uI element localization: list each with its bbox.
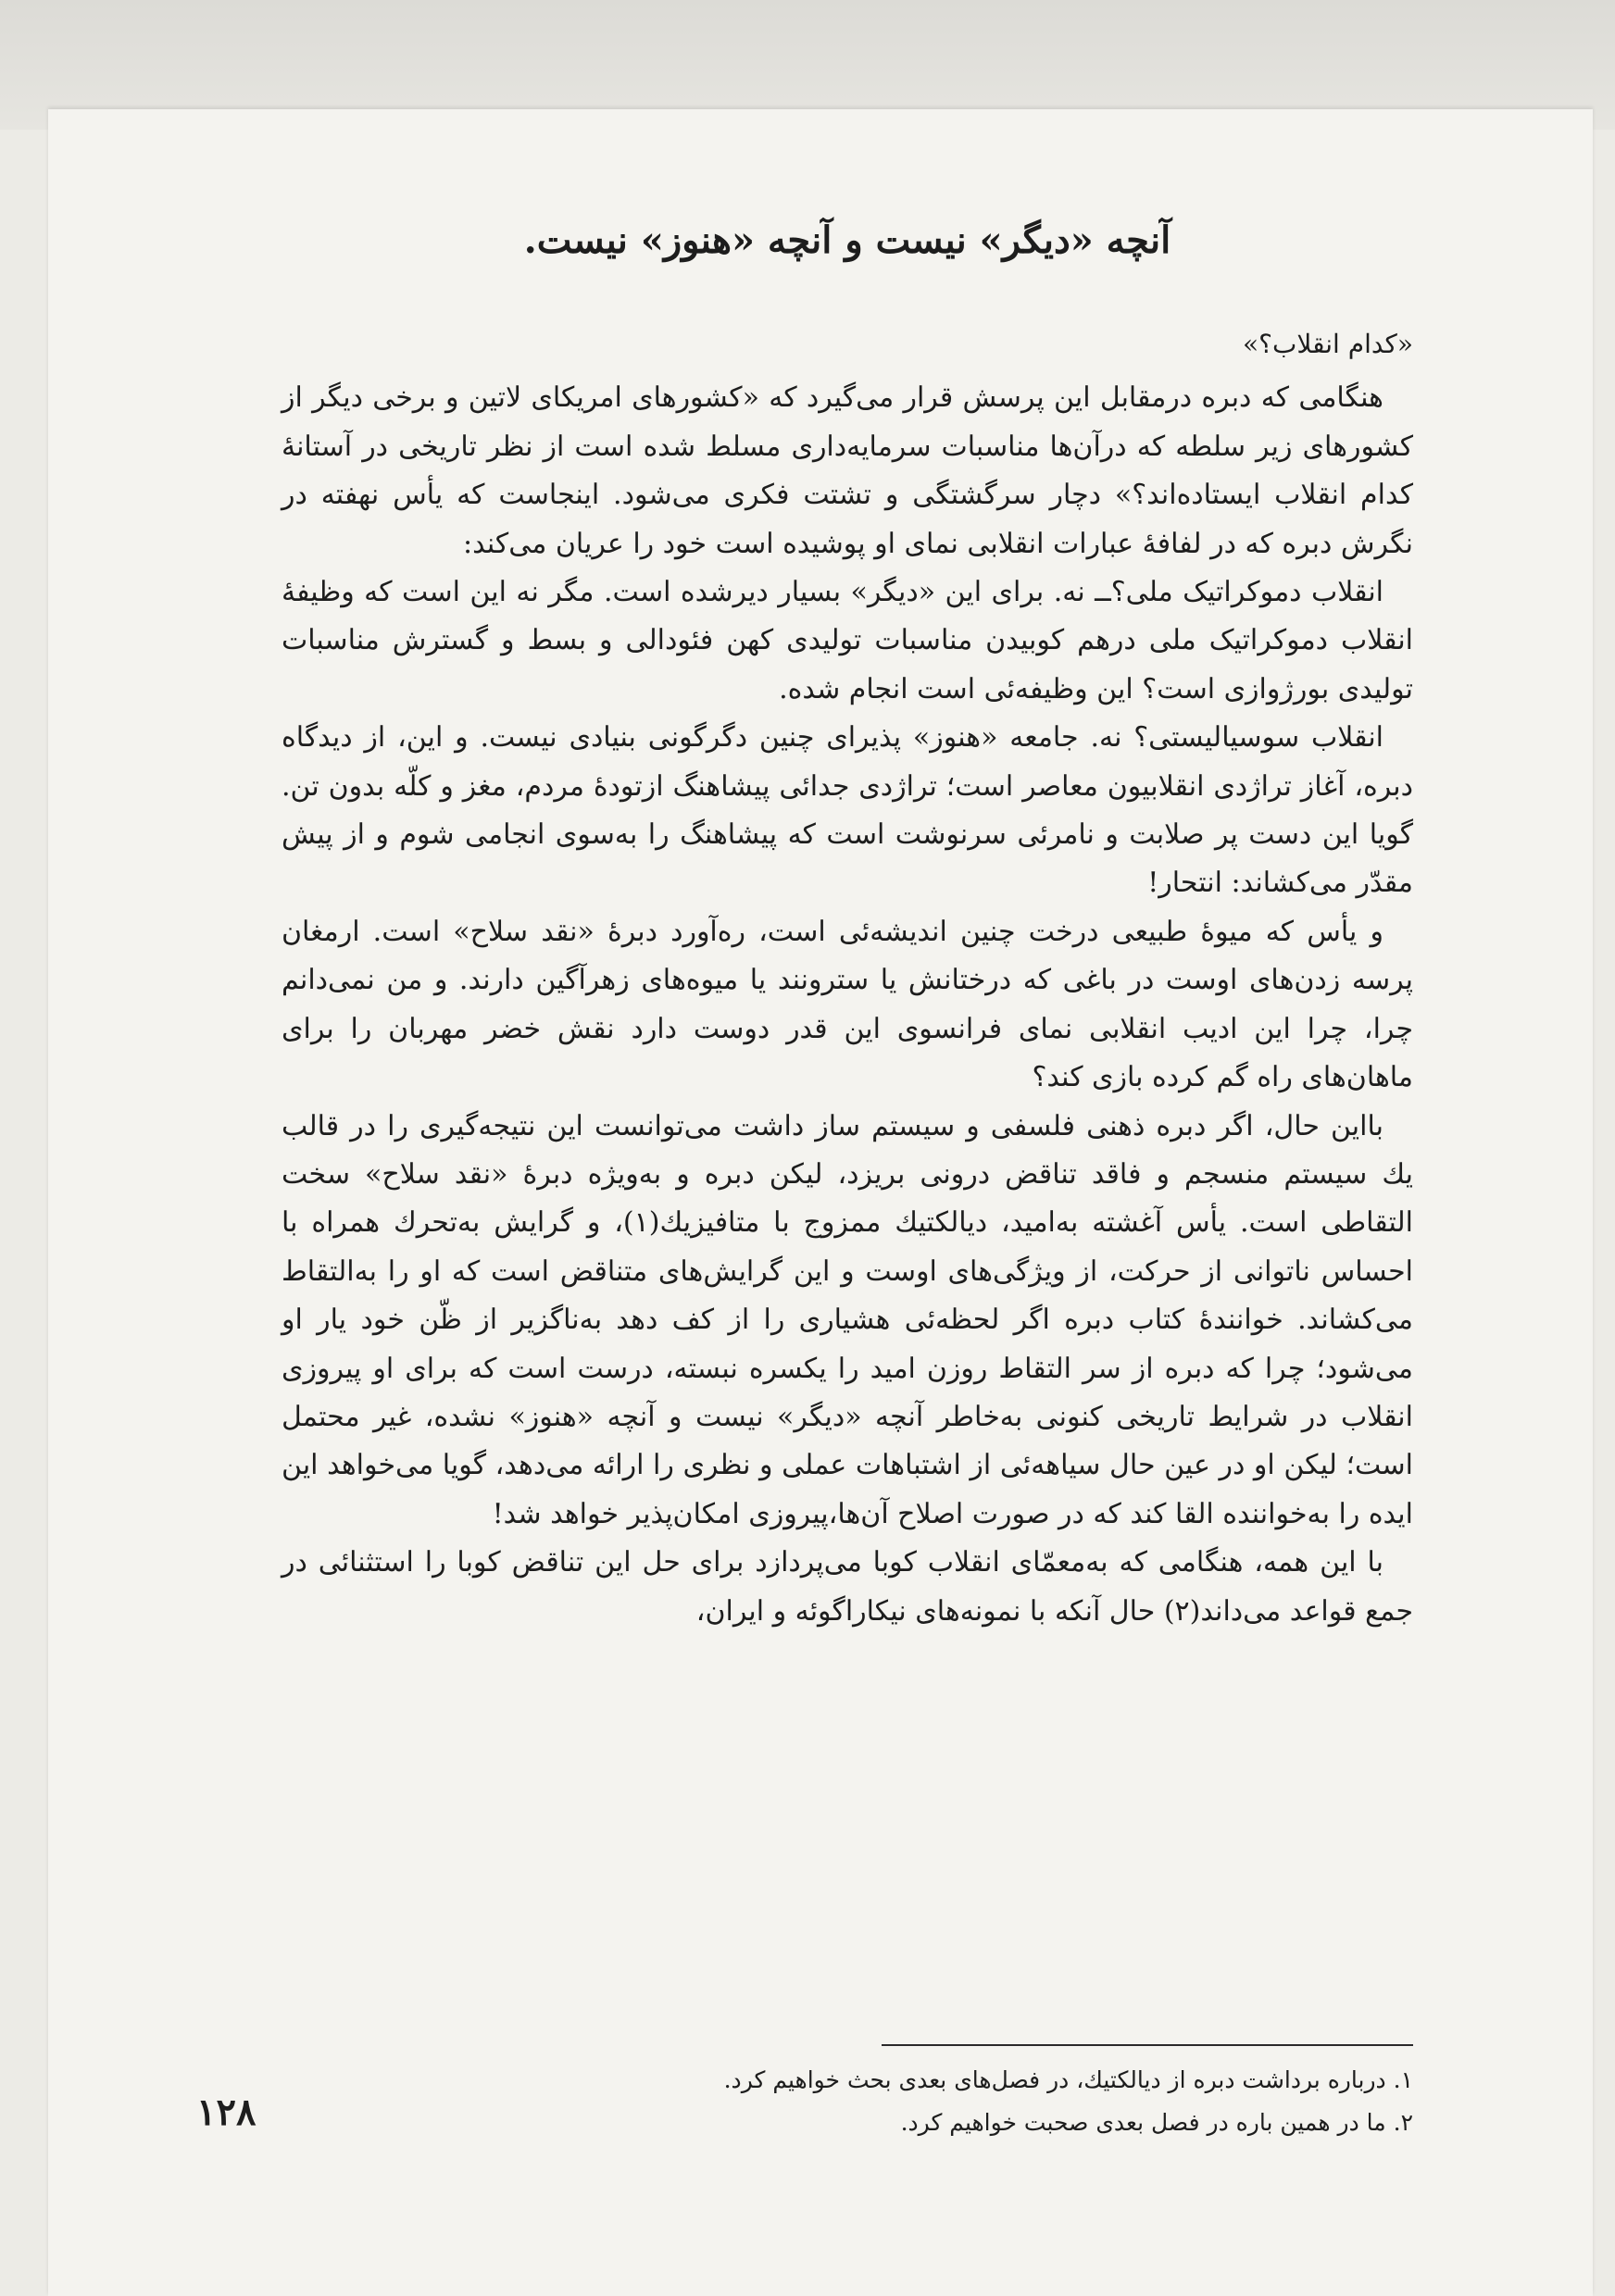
footnote: ۱. درباره برداشت دبره از دیالکتیك، در فصل‌های بعدی بحث خواهیم کرد. — [723, 2066, 1413, 2093]
chapter-title: آنچه «دیگر» نیست و آنچه «هنوز» نیست. — [523, 218, 1171, 262]
book-page — [48, 109, 1593, 2296]
body-text — [282, 320, 1413, 1636]
paragraph: بااین حال، اگر دبره ذهنی فلسفی و سیستم ساز داشت می‌توانست این نتیجه‌گیری را در قالب یك سیستم منسجم و فاقد تناقض درونی بریزد، لیکن دبره و به‌ویژه دبرهٔ «نقد سلاح» سخت التقاطی است. یأس آغشته به‌امید، دیالکتیك ممزوج با متافیزیك(۱)، و گرایش به‌تحرك همراه با احساس ناتوانی از حرکت، از ویژگی‌های اوست و این گرایش‌های متناقض است که او را به‌التقاط می‌کشاند. خوانندهٔ کتاب دبره اگر لحظه‌ئی هشیاری را از کف دهد به‌ناگزیر از ظّن خود یار او می‌شود؛ چرا که دبره از سر التقاط روزن امید را یکسره نبسته، درست است که برای او پیروزی انقلاب در شرایط تاریخی کنونی به‌خاطر آنچه «دیگر» نیست و آنچه «هنوز» نشده، غیر محتمل است؛ لیکن او در عین حال سیاهه‌ئی از اشتباهات عملی و نظری را ارائه می‌دهد، گویا می‌خواهد این ایده را به‌خواننده القا کند که در صورت اصلاح آن‌ها،پیروزی امکان‌پذیر خواهد شد! — [282, 1109, 1413, 1530]
paragraph: و یأس که میوهٔ طبیعی درخت چنین اندیشه‌ئی است، ره‌آورد دبرهٔ «نقد سلاح» است. ارمغان پرسه زدن‌های اوست در باغی که درختانش یا سترونند یا میوه‌های زهرآگین دارند. و من نمی‌دانم چرا، چرا این ادیب انقلابی نمای فرانسوی این قدر دوست دارد نقش خضر مهربان را برای ماهان‌های راه گم کرده بازی کند؟ — [282, 915, 1413, 1094]
footnote-divider — [882, 2044, 1413, 2046]
paragraph: انقلاب دموکراتیک ملی؟ــ نه. برای این «دیگر» بسیار دیرشده است. مگر نه این است که وظیفهٔ انقلاب دموکراتیک ملی درهم کوبیدن مناسبات تولیدی کهن فئودالی و بسط و گسترش مناسبات تولیدی بورژوازی است؟ این وظیفه‌ئی است انجام شده. — [282, 576, 1413, 705]
page-number: ۱۲۸ — [196, 2090, 257, 2134]
section-heading: «کدام انقلاب؟» — [1243, 329, 1413, 359]
footnote: ۲. ما در همین باره در فصل بعدی صحبت خواهیم کرد. — [900, 2109, 1413, 2136]
paragraph: انقلاب سوسیالیستی؟ نه. جامعه «هنوز» پذیرای چنین دگرگونی بنیادی نیست. و این، از دیدگاه دبره، آغاز تراژدی انقلابیون معاصر است؛ تراژدی جدائی پیشاهنگ ازتودهٔ مردم، مغز و کلّه بدون تن. گویا این دست پر صلابت و نامرئی سرنوشت است که پیشاهنگ را به‌سوی انجامی شوم و از پیش مقدّر می‌کشاند: انتحار! — [282, 721, 1413, 900]
footnotes — [282, 2059, 1413, 2144]
paragraph: با این همه، هنگامی که به‌معمّای انقلاب کوبا می‌پردازد برای حل این تناقض کوبا را استثنائی در جمع قواعد می‌داند(۲) حال آنکه با نمونه‌های نیکاراگوئه و ایران، — [282, 1546, 1413, 1628]
paragraph: هنگامی که دبره درمقابل این پرسش قرار می‌گیرد که «کشورهای امریکای لاتین و برخی دیگر از کشورهای زیر سلطه که درآن‌ها مناسبات سرمایه‌داری مسلط شده است از نظر تاریخی در آستانهٔ کدام انقلاب ایستاده‌اند؟» دچار سرگشتگی و تشتت فکری می‌شود. اینجاست که یأس نهفته در نگرش دبره که در لفافهٔ عبارات انقلابی نمای او پوشیده است خود را عریان می‌کند: — [282, 381, 1413, 560]
